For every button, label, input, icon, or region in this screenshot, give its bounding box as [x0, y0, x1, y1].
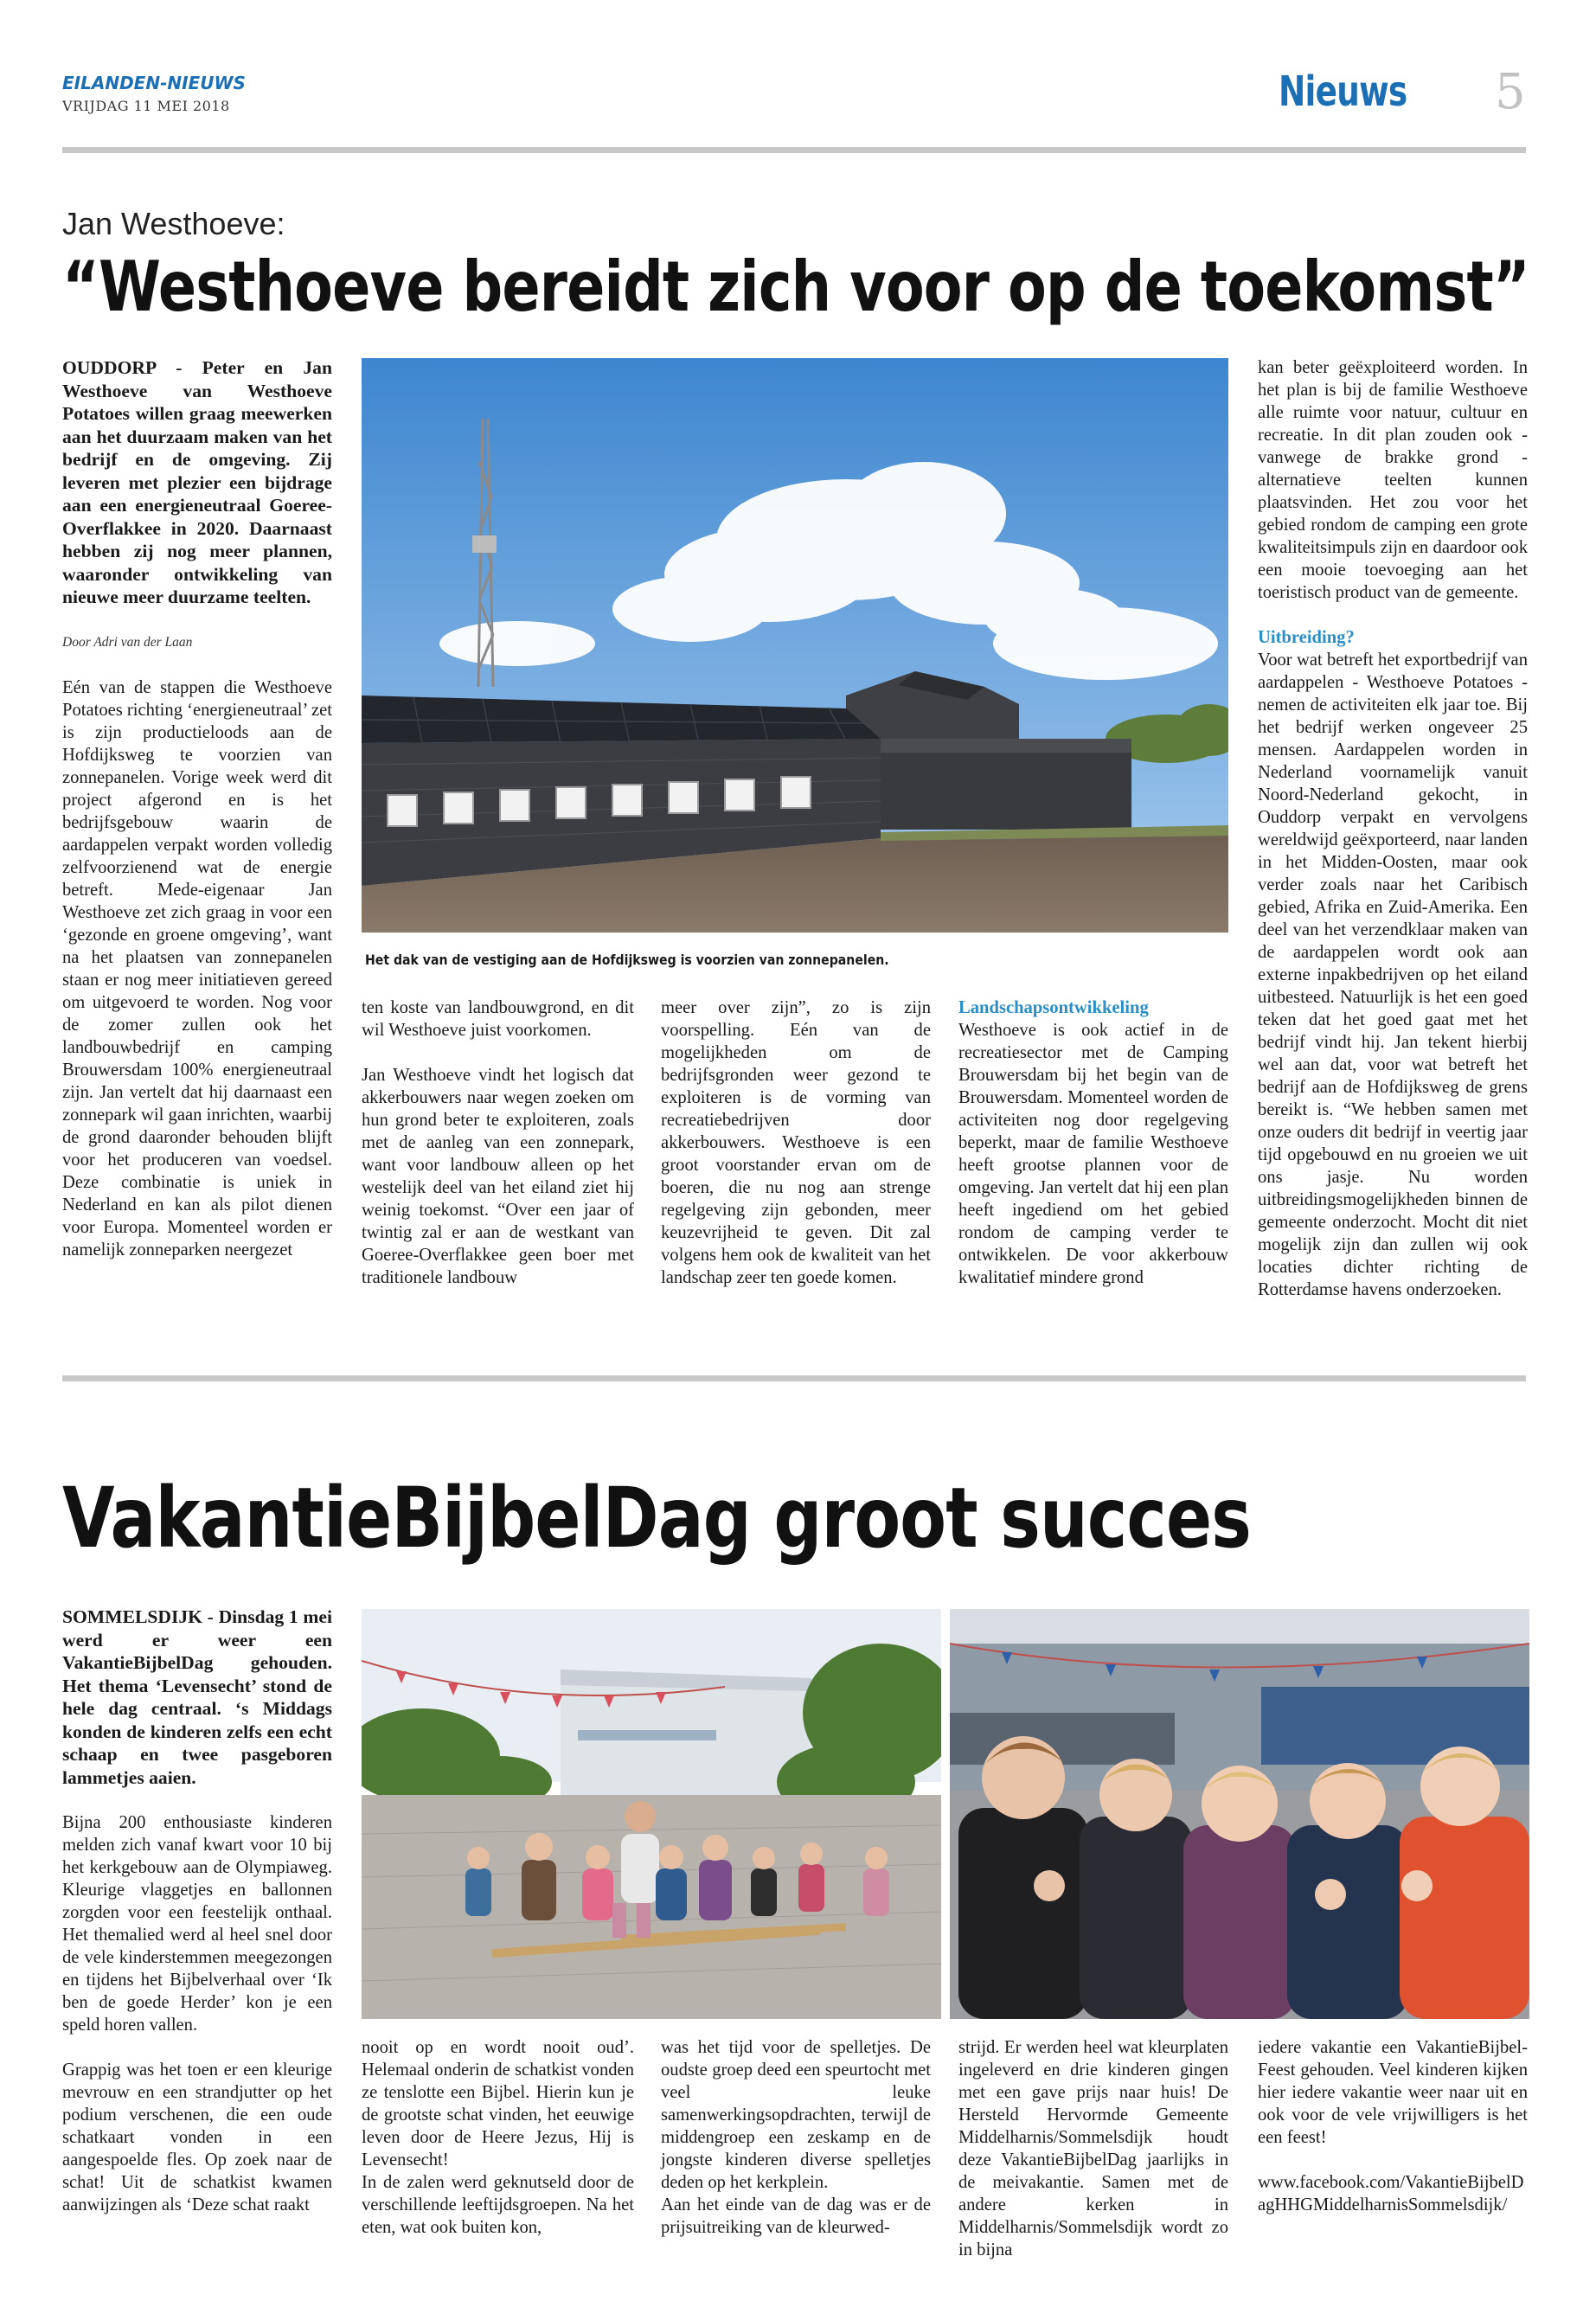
article1-subhead-uitbreiding: Uitbreiding? [1258, 628, 1355, 647]
article1-lead: OUDDORP - Peter en Jan Westhoeve van Westhoeve Potatoes willen graag meewerken aan het duurzaam maken van het bedrijf en de omgeving. Zij leveren met plezier een bijdrage aan een energieneutraal Goeree-Overflakkee in 2020. Daarnaast hebben zij nog meer plannen, waaronder ontwikkeling van nieuwe meer duurzame teelten. [62, 357, 332, 607]
article1-headline: “Westhoeve bereidt zich voor op de toekomst” [62, 247, 1529, 327]
article2-column-3: was het tijd voor de spelletjes. De oudste groep deed een speurtocht met veel leuke samenwerkingsopdrachten, terwijl de middengroep een zeskamp en de jongste kinderen diverse spelletjes deden op het kerkplein. Aan het einde van de dag was er de prijsuitreiking van de kleurwed- [661, 2038, 931, 2237]
section-title: Nieuws [1279, 67, 1407, 116]
article1-column-1 [62, 356, 332, 1261]
article1-subhead-landschap: Landschapsontwikkeling [958, 998, 1149, 1017]
article-separator-rule [62, 1375, 1526, 1381]
article2-column-2: nooit op en wordt nooit oud’. Helemaal onderin de schatkist vonden ze tenslotte een Bijbel. Hierin kun je de grootste schat vinden, het eeuwige leven door de Heere Jezus, Hij is Levensecht! In de zalen werd geknutseld door de verschillende leeftijdsgroepen. Na het eten, wat ook buiten kon, [362, 2038, 634, 2237]
article2-column-1: SOMMELSDIJK - Dinsdag 1 mei werd er weer een VakantieBijbelDag gehouden. Het thema ‘Levensecht’ stond de hele dag centraal. ‘s Middags konden de kinderen zelfs een echt schaap en twee pasgeboren lammetjes aaien. Bijna 200 enthousiaste kinderen melden zich vanaf kwart voor 10 bij het kerkgebouw aan de Olympiaweg. Kleurige vlaggetjes en ballonnen zorgden voor een feestelijk onthaal. Het themalied werd al heel snel door de vele kinderstemmen meegezongen en tijdens het Bijbelverhaal over ‘Ik ben de goede Herder’ kon je een speld horen vallen. Grappig was het toen er een kleurige mevrouw en een strandjutter op het podium verschenen, die een oude schatkaart vonden in een aangespoelde fles. Op zoek naar de schat! Uit de schatkist kwamen aanwijzingen als ‘Deze schat raakt [62, 1606, 332, 2214]
article1-column-2: ten koste van landbouwgrond, en dit wil Westhoeve juist voorkomen. Jan Westhoeve vindt het logisch dat akkerbouwers naar wegen zoeken om hun grond beter te exploiteren, zoals met de aanleg van een zonnepark, want voor landbouw alleen op het westelijk deel van het eiland ziet hij weinig toekomst. “Over een jaar of twintig zal er aan de westkant van Goeree-Overflakkee geen boer met traditionele landbouw [362, 998, 634, 1287]
masthead-logo: EILANDEN-NIEUWS [62, 73, 246, 93]
article1-photo-caption: Het dak van de vestiging aan de Hofdijksweg is voorzien van zonnepanelen. [365, 952, 889, 968]
article1-column-4: Landschapsontwikkeling Westhoeve is ook actief in de recreatiesector met de Camping Brouwersdam bij het begin van de Brouwersdam. Momenteel worden de activiteiten nog door regelgeving beperkt, maar de familie Westhoeve heeft grootse plannen voor de omgeving. Jan vertelt dat hij een plan heeft ingediend om het gebied rondom de camping verder te ontwikkelen. De voor akkerbouw kwalitatief mindere grond [958, 998, 1228, 1287]
article2-photo-game [362, 1609, 941, 2019]
article2-headline: VakantieBijbelDag groot succes [62, 1470, 1251, 1567]
facebook-link[interactable]: www.facebook.com/VakantieBijbelDagHHGMiddelharnisSommelsdijk/ [1258, 2173, 1524, 2214]
article2-column-5: iedere vakantie een VakantieBijbel-Feest gehouden. Veel kinderen kijken hier iedere vakantie weer naar uit en ook voor de vele vrijwilligers is het een feest! www.facebook.com/VakantieBijbelDagHHGMiddelharnisSommelsdijk/ [1258, 2038, 1528, 2214]
article2-lead: SOMMELSDIJK - Dinsdag 1 mei werd er weer een VakantieBijbelDag gehouden. Het thema ‘Levensecht’ stond de hele dag centraal. ‘s Middags konden de kinderen zelfs een echt schaap en twee pasgeboren lammetjes aaien. [62, 1606, 332, 1788]
building-photo [362, 358, 1228, 933]
header-rule [62, 147, 1526, 153]
children-game-photo [362, 1609, 941, 2019]
boys-group-photo [950, 1609, 1529, 2019]
article1-column-3: meer over zijn”, zo is zijn voorspelling. Eén van de mogelijkheden om de bedrijfsgronden weer gezond te exploiteren is de vorming van recreatiebedrijven door akkerbouwers. Westhoeve is een groot voorstander ervan om de boeren, die nu nog aan strenge regelgeving zijn gebonden, meer keuzevrijheid te geven. Dit zal volgens hem ook de kwaliteit van het landschap zeer ten goede komen. [661, 998, 931, 1287]
article1-byline: Door Adri van der Laan [62, 634, 193, 650]
article1-col1-body: Eén van de stappen die Westhoeve Potatoes richting ‘energieneutraal’ zet is zijn productieloods aan de Hofdijksweg te voorzien van zonnepanelen. Vorige week werd dit project afgerond en is het bedrijfsgebouw waarin de aardappelen verpakt worden volledig zelfvoorzienend wat de energie betreft. Mede-eigenaar Jan Westhoeve zet zich graag in voor een ‘gezonde en groene omgeving’, want na het plaatsen van zonnepanelen staan er nog meer initiatieven gereed om uitgevoerd te worden. Nog voor de zomer zullen ook het landbouwbedrijf en camping Brouwersdam 100% energieneutraal zijn. Jan vertelt dat hij daarnaast een zonnepark wil gaan inrichten, waarbij de grond daaronder behouden blijft voor het produceren van voedsel. Deze combinatie is uniek in Nederland en kan als pilot dienen voor Europa. Momenteel worden er namelijk zonneparken neergezet [62, 677, 333, 1259]
issue-date: VRIJDAG 11 MEI 2018 [62, 98, 230, 114]
article1-kicker: Jan Westhoeve: [62, 206, 285, 241]
article1-column-5: kan beter geëxploiteerd worden. In het plan is bij de familie Westhoeve alle ruimte voor natuur, cultuur en recreatie. In dit plan zouden ook - vanwege de brakke grond - alternatieve teelten kunnen plaatsvinden. Het zou voor het gebied rondom de camping een grote kwaliteitsimpuls zijn en daardoor ook een mooie toevoeging aan het toeristisch product van de gemeente. Uitbreiding? Voor wat betreft het exportbedrijf van aardappelen - Westhoeve Potatoes - nemen de activiteiten elk jaar toe. Bij het bedrijf werken ongeveer 25 mensen. Aardappelen worden in Nederland voornamelijk vanuit Noord-Nederland gekocht, in Ouddorp verpakt en vervolgens wereldwijd geëxporteerd, naar landen in het Midden-Oosten, maar ook verder zoals naar het Caribisch gebied, Afrika en Zuid-Amerika. Een deel van het verzendklaar maken van de aardappelen wordt ook aan externe inpakbedrijven op het eiland uitbesteed. Natuurlijk is het een goed teken dat het goed gaat met het bedrijf vindt hij. Jan tekent hierbij wel aan dat, voor wat betreft het bedrijf aan de Hofdijksweg de grens bereikt is. “We hebben samen met onze ouders dit bedrijf in veertig jaar tijd opgebouwd en nu groeien we uit ons jasje. Nu worden uitbreidingsmogelijkheden binnen de gemeente onderzocht. Mocht dit niet mogelijk zijn dan zullen wij ook locaties dichter richting de Rotterdamse havens onderzoeken. [1258, 358, 1528, 1299]
article2-photo-boys [950, 1609, 1529, 2019]
article2-column-4: strijd. Er werden heel wat kleurplaten ingeleverd en drie kinderen gingen met een gave prijs naar huis! De Hersteld Hervormde Gemeente Middelharnis/Sommelsdijk houdt deze VakantieBijbelDag jaarlijks in de meivakantie. Samen met de andere kerken in Middelharnis/Sommelsdijk wordt zo in bijna [958, 2038, 1228, 2259]
article1-photo [362, 358, 1228, 933]
page-number: 5 [1495, 64, 1526, 120]
